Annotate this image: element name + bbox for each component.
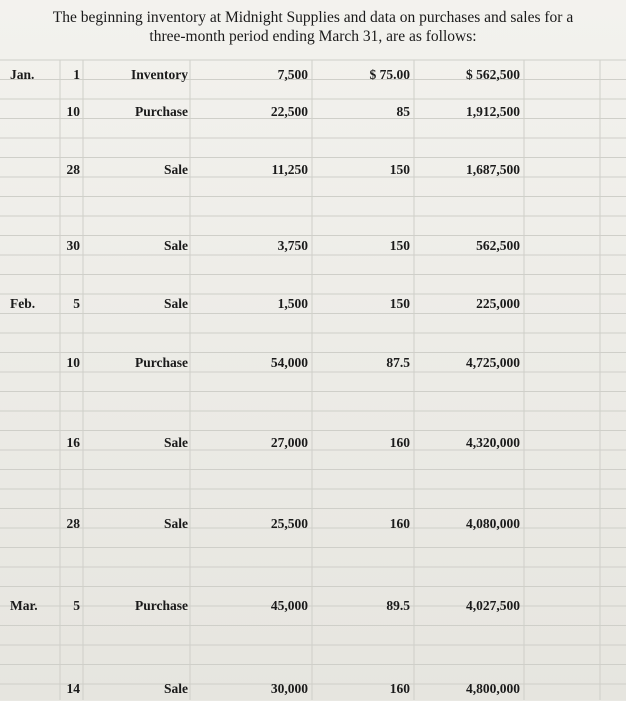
type-cell: Sale xyxy=(163,238,188,253)
day-cell: 5 xyxy=(73,598,80,613)
unit-cost-cell: 85 xyxy=(396,104,410,119)
unit-cost-cell: 150 xyxy=(389,238,410,253)
total-cost-cell: 4,027,500 xyxy=(466,598,520,613)
type-cell: Sale xyxy=(163,162,188,177)
problem-statement xyxy=(0,8,626,46)
day-cell: 10 xyxy=(66,104,80,119)
month-cell: Feb. xyxy=(10,296,36,311)
table-row xyxy=(0,234,626,258)
total-cost-cell: 4,320,000 xyxy=(466,435,520,450)
type-cell: Sale xyxy=(163,296,188,311)
day-cell: 28 xyxy=(66,516,80,531)
units-cell: 3,750 xyxy=(277,238,308,253)
table-row xyxy=(0,431,626,455)
type-cell: Inventory xyxy=(131,67,188,82)
total-cost-cell: 1,687,500 xyxy=(466,162,520,177)
day-cell: 1 xyxy=(73,67,80,82)
unit-cost-cell: 89.5 xyxy=(386,598,410,613)
type-cell: Purchase xyxy=(135,104,188,119)
table-row xyxy=(0,594,626,618)
type-cell: Sale xyxy=(163,435,188,450)
day-cell: 10 xyxy=(66,355,80,370)
unit-cost-cell: 160 xyxy=(389,516,410,531)
table-row xyxy=(0,512,626,536)
unit-cost-cell: $ 75.00 xyxy=(369,67,410,82)
units-cell: 45,000 xyxy=(270,598,308,613)
units-cell: 30,000 xyxy=(270,681,308,696)
month-cell: Mar. xyxy=(10,598,38,613)
day-cell: 30 xyxy=(66,238,80,253)
day-cell: 28 xyxy=(66,162,80,177)
units-cell: 11,250 xyxy=(271,162,308,177)
units-cell: 1,500 xyxy=(277,296,308,311)
table-row xyxy=(0,351,626,375)
type-cell: Sale xyxy=(163,516,188,531)
unit-cost-cell: 150 xyxy=(389,162,410,177)
table-row xyxy=(0,292,626,316)
table-row xyxy=(0,63,626,87)
total-cost-cell: 4,080,000 xyxy=(466,516,520,531)
units-cell: 25,500 xyxy=(270,516,308,531)
table-row xyxy=(0,677,626,701)
total-cost-cell: 4,800,000 xyxy=(466,681,520,696)
type-cell: Purchase xyxy=(135,598,188,613)
title-line-1: The beginning inventory at Midnight Supplies and data on purchases and sales for a xyxy=(52,9,574,26)
day-cell: 5 xyxy=(73,296,80,311)
title-line-2: three-month period ending March 31, are as follows: xyxy=(149,28,477,45)
unit-cost-cell: 87.5 xyxy=(386,355,410,370)
unit-cost-cell: 160 xyxy=(389,435,410,450)
unit-cost-cell: 160 xyxy=(389,681,410,696)
total-cost-cell: 562,500 xyxy=(476,238,520,253)
day-cell: 16 xyxy=(66,435,80,450)
type-cell: Purchase xyxy=(135,355,188,370)
total-cost-cell: 1,912,500 xyxy=(466,104,520,119)
units-cell: 27,000 xyxy=(270,435,308,450)
units-cell: 22,500 xyxy=(270,104,308,119)
units-cell: 7,500 xyxy=(277,67,308,82)
units-cell: 54,000 xyxy=(270,355,308,370)
table-row xyxy=(0,100,626,124)
type-cell: Sale xyxy=(163,681,188,696)
unit-cost-cell: 150 xyxy=(389,296,410,311)
total-cost-cell: 4,725,000 xyxy=(466,355,520,370)
month-cell: Jan. xyxy=(10,67,35,82)
total-cost-cell: $ 562,500 xyxy=(466,67,520,82)
day-cell: 14 xyxy=(66,681,80,696)
table-row xyxy=(0,158,626,182)
total-cost-cell: 225,000 xyxy=(476,296,520,311)
